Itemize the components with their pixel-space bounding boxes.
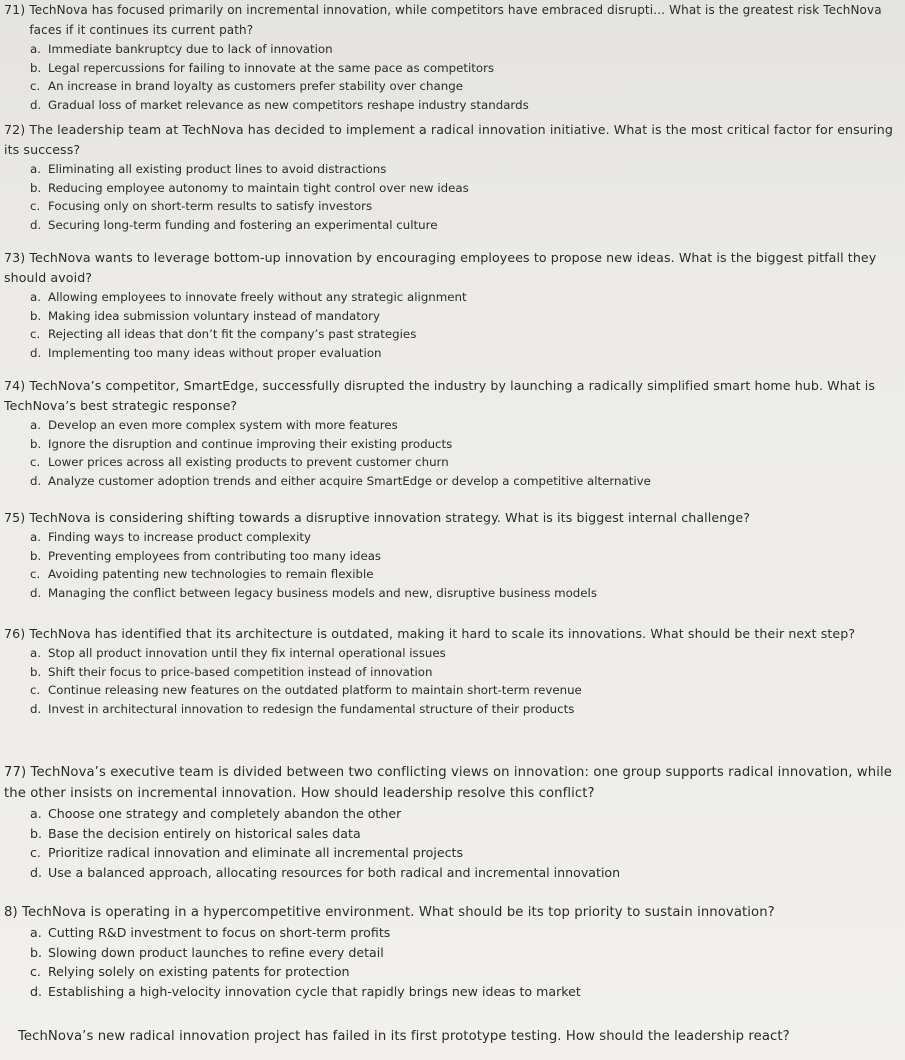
option-c[interactable]: c. An increase in brand loyalty as customers prefer stability over change (30, 79, 463, 94)
question-text: TechNova is considering shifting towards a disruptive innovation strategy. What is its biggest internal challenge? (29, 510, 751, 525)
question-number: 76) (4, 626, 26, 641)
option-d[interactable]: d. Establishing a high-velocity innovation cycle that rapidly brings new ideas to market (30, 983, 581, 999)
option-a[interactable]: a. Eliminating all existing product lines to avoid distractions (30, 162, 387, 176)
option-b[interactable]: b. Base the decision entirely on historical sales data (30, 825, 361, 841)
question-stem (0, 248, 905, 288)
option-c[interactable]: c. Avoiding patenting new technologies to remain flexible (30, 567, 374, 582)
option-c[interactable]: c. Continue releasing new features on the outdated platform to maintain short-term revenue (30, 683, 582, 698)
option-a[interactable]: a. Allowing employees to innovate freely without any strategic alignment (30, 290, 467, 304)
option-a[interactable]: a. Immediate bankruptcy due to lack of innovation (30, 42, 333, 56)
option-a[interactable]: a. Finding ways to increase product complexity (30, 530, 311, 544)
option-b[interactable]: b. Ignore the disruption and continue improving their existing products (30, 436, 453, 451)
question-71 (0, 0, 905, 114)
question-text: TechNova is operating in a hypercompetitive environment. What should be its top priority to sustain innovation? (22, 905, 775, 920)
option-b[interactable]: b. Slowing down product launches to refine every detail (30, 944, 384, 960)
option-c[interactable]: c. Relying solely on existing patents for protection (30, 964, 350, 979)
option-b[interactable]: b. Preventing employees from contributing too many ideas (30, 548, 382, 563)
question-73 (0, 248, 905, 362)
question-78 (0, 902, 905, 1001)
question-text: TechNova’s new radical innovation project has failed in its first prototype testing. How should the leadership react? (18, 1029, 790, 1044)
question-stem (0, 1026, 905, 1047)
question-text: TechNova has identified that its architecture is outdated, making it hard to scale its innovations. What should be their next step? (29, 626, 856, 641)
question-text: TechNova’s executive team is divided between two conflicting views on innovation: one group supports radical innovation, while the other insists on incremental innovation. How should leadership resolve this conflict? (4, 765, 892, 801)
option-c[interactable]: c. Lower prices across all existing products to prevent customer churn (30, 455, 449, 470)
option-d[interactable]: d. Gradual loss of market relevance as new competitors reshape industry standards (30, 97, 529, 112)
option-b[interactable]: b. Reducing employee autonomy to maintain tight control over new ideas (30, 180, 469, 195)
option-a[interactable]: a. Stop all product innovation until they fix internal operational issues (30, 646, 446, 660)
question-text: The leadership team at TechNova has decided to implement a radical innovation initiative. What is the most critical factor for ensuring its success? (4, 122, 893, 157)
question-stem (0, 120, 905, 160)
question-76 (0, 624, 905, 718)
option-c[interactable]: c. Prioritize radical innovation and eliminate all incremental projects (30, 845, 464, 860)
question-text: TechNova wants to leverage bottom-up innovation by encouraging employees to propose new ideas. What is the biggest pitfall they should avoid? (4, 250, 877, 285)
question-77 (0, 762, 905, 882)
option-a[interactable]: a. Cutting R&D investment to focus on short-term profits (30, 925, 391, 940)
option-b[interactable]: b. Shift their focus to price-based competition instead of innovation (30, 664, 433, 679)
option-d[interactable]: d. Analyze customer adoption trends and either acquire SmartEdge or develop a competitive alternative (30, 473, 651, 488)
option-d[interactable]: d. Use a balanced approach, allocating resources for both radical and incremental innovation (30, 864, 621, 880)
option-a[interactable]: a. Choose one strategy and completely abandon the other (30, 806, 402, 821)
question-stem (0, 762, 905, 804)
option-a[interactable]: a. Develop an even more complex system with more features (30, 418, 398, 432)
question-stem (0, 376, 905, 416)
question-number: 74) (4, 378, 26, 393)
option-c[interactable]: c. Focusing only on short-term results to satisfy investors (30, 199, 373, 214)
option-d[interactable]: d. Securing long-term funding and fostering an experimental culture (30, 217, 438, 232)
option-d[interactable]: d. Managing the conflict between legacy business models and new, disruptive business models (30, 585, 597, 600)
question-text: TechNova has focused primarily on incremental innovation, while competitors have embraced disrupti… What is the greatest risk TechNova faces if it continues its current path? (29, 3, 882, 37)
question-stem (0, 902, 905, 923)
question-number: 73) (4, 250, 26, 265)
question-72 (0, 120, 905, 234)
option-d[interactable]: d. Implementing too many ideas without proper evaluation (30, 345, 382, 360)
question-number: 77) (4, 765, 27, 780)
option-b[interactable]: b. Making idea submission voluntary instead of mandatory (30, 308, 380, 323)
option-b[interactable]: b. Legal repercussions for failing to innovate at the same pace as competitors (30, 60, 495, 75)
question-74 (0, 376, 905, 490)
question-number: 72) (4, 122, 26, 137)
question-number: 75) (4, 510, 26, 525)
question-text: TechNova’s competitor, SmartEdge, successfully disrupted the industry by launching a radically simplified smart home hub. What is TechNova’s best strategic response? (4, 378, 876, 413)
question-number: 71) (4, 2, 26, 17)
question-stem (0, 508, 905, 528)
question-stem (0, 624, 905, 644)
question-stem (0, 0, 905, 40)
option-d[interactable]: d. Invest in architectural innovation to redesign the fundamental structure of their products (30, 701, 575, 716)
question-75 (0, 508, 905, 602)
question-79 (0, 1026, 905, 1047)
question-number: 8) (4, 905, 18, 920)
option-c[interactable]: c. Rejecting all ideas that don’t fit the company’s past strategies (30, 327, 417, 342)
